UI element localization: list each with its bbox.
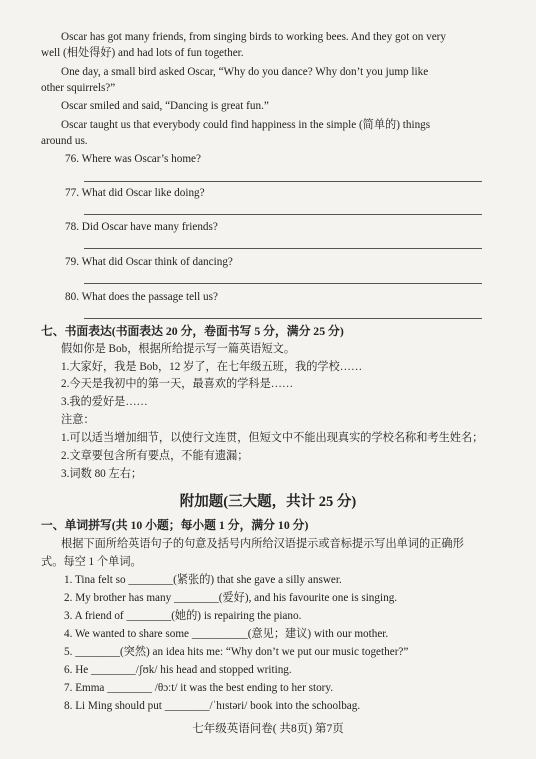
passage-line: One day, a small bird asked Oscar, “Why do you dance? Why don’t you jump like <box>61 66 429 78</box>
passage-line: Oscar smiled and said, “Dancing is great fun.” <box>61 100 269 112</box>
instruction-line: 根据下面所给英语句子的句意及括号内所给汉语提示或音标提示写出单词的正确形 <box>61 538 464 550</box>
notes-label: 注意： <box>61 414 95 426</box>
passage-line: Oscar taught us that everybody could find happiness in the simple (简单的) things <box>61 119 431 131</box>
spelling-item: 7. Emma ________ /θɔːt/ it was the best ending to her story. <box>64 682 334 694</box>
spelling-item: 2. My brother has many ________(爱好), and his favourite one is singing. <box>64 592 398 604</box>
passage-line: Oscar has got many friends, from singing birds to working bees. And they got on very <box>61 31 446 43</box>
spelling-item: 4. We wanted to share some __________(意见；建议) with our mother. <box>64 628 389 640</box>
writing-prompt: 3.我的爱好是…… <box>61 396 148 408</box>
answer-line[interactable] <box>84 318 482 319</box>
bonus-title: 附加题(三大题，共计 25 分) <box>179 494 357 510</box>
passage-line: other squirrels?” <box>41 82 116 94</box>
passage-line: around us. <box>41 135 88 147</box>
writing-intro: 假如你是 Bob，根据所给提示写一篇英语短文。 <box>61 343 296 355</box>
writing-prompt: 2.今天是我初中的第一天，最喜欢的学科是…… <box>61 378 294 390</box>
spelling-item: 1. Tina felt so ________(紧张的) that she gave a silly answer. <box>64 574 342 586</box>
passage-line: well (相处得好) and had lots of fun together. <box>41 47 244 59</box>
question-78: 78. Did Oscar have many friends? <box>65 221 218 233</box>
question-80: 80. What does the passage tell us? <box>65 291 218 303</box>
section-heading: 七、书面表达(书面表达 20 分，卷面书写 5 分，满分 25 分) <box>41 324 344 338</box>
writing-prompt: 1.大家好，我是 Bob，12 岁了，在七年级五班，我的学校…… <box>61 361 363 373</box>
spelling-item: 8. Li Ming should put ________/ˈhɪstəri/ book into the schoolbag. <box>64 700 361 712</box>
page-footer: 七年级英语问卷( 共8页) 第7页 <box>192 723 344 735</box>
answer-line[interactable] <box>84 248 482 249</box>
spelling-item: 5. ________(突然) an idea hits me: “Why don’t we put our music together?” <box>64 646 409 658</box>
writing-note: 3.词数 80 左右； <box>61 468 143 480</box>
spelling-item: 3. A friend of ________(她的) is repairing the piano. <box>64 610 302 622</box>
instruction-line: 式。每空 1 个单词。 <box>41 556 142 568</box>
question-79: 79. What did Oscar think of dancing? <box>65 256 233 268</box>
answer-line[interactable] <box>84 214 482 215</box>
section-heading: 一、单词拼写(共 10 小题；每小题 1 分，满分 10 分) <box>41 518 309 532</box>
writing-note: 1.可以适当增加细节，以使行文连贯，但短文中不能出现真实的学校名称和考生姓名； <box>61 432 484 444</box>
writing-note: 2.文章要包含所有要点，不能有遗漏； <box>61 450 249 462</box>
question-76: 76. Where was Oscar’s home? <box>65 153 201 165</box>
question-77: 77. What did Oscar like doing? <box>65 187 205 199</box>
answer-line[interactable] <box>84 283 482 284</box>
answer-line[interactable] <box>84 181 482 182</box>
spelling-item: 6. He ________/ʃʊk/ his head and stopped writing. <box>64 664 292 676</box>
